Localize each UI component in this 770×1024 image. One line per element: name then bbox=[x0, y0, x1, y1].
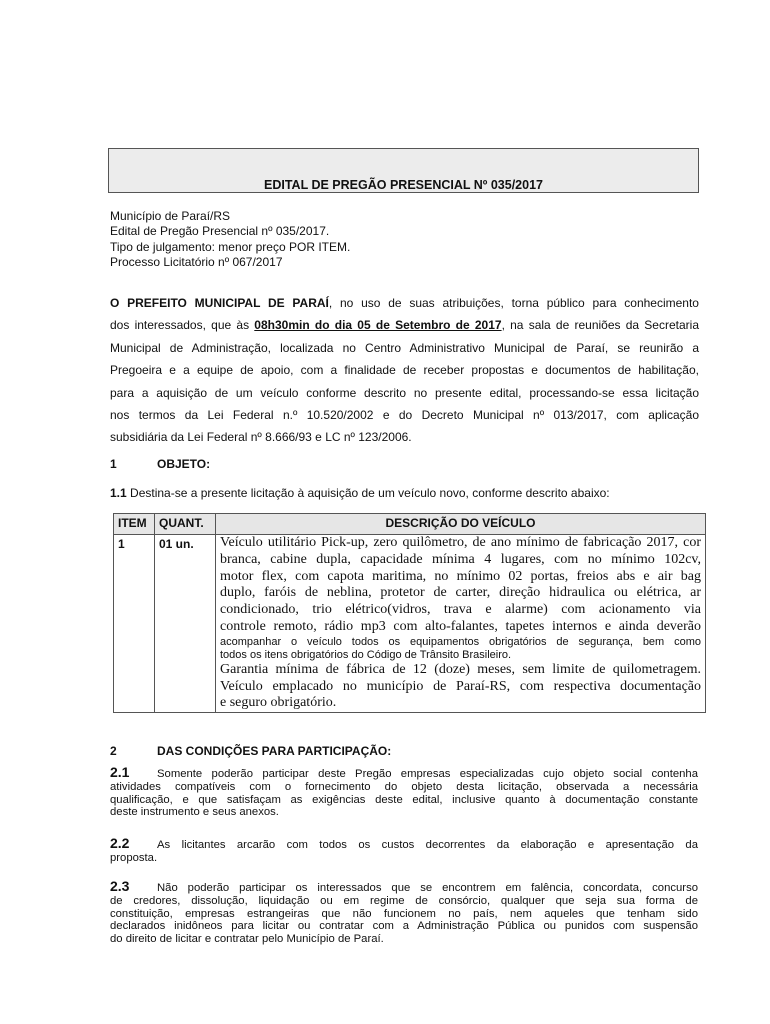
intro-prefeito: O PREFEITO MUNICIPAL DE PARAÍ bbox=[110, 296, 329, 310]
description-line: e seguro obrigatório. bbox=[220, 695, 337, 711]
header-lines bbox=[110, 209, 350, 270]
description-line: todos os itens obrigatórios do Código de Trânsito Brasileiro. bbox=[220, 648, 512, 661]
description-line: branca, cabine dupla, capacidade mínima 4 lugares, com no mínimo 102cv, bbox=[220, 551, 701, 567]
intro-line: Municipal de Administração, localizada no Centro Administrativo Municipal de Paraí, se reunirão a bbox=[110, 340, 699, 355]
clause-line: proposta. bbox=[110, 851, 158, 864]
section-number: 1 bbox=[110, 457, 117, 471]
section-title: OBJETO: bbox=[157, 457, 211, 471]
clause-1-1 bbox=[110, 486, 610, 500]
section-number: 2 bbox=[110, 744, 117, 758]
cell-item: 1 bbox=[114, 535, 155, 713]
description-line: duplo, faróis de neblina, protetor de carter, direção hidraulica ou elétrica, ar bbox=[220, 585, 701, 601]
description-line: Garantia mínima de fábrica de 12 (doze) meses, sem limite de quilometragem. bbox=[220, 661, 701, 677]
intro-line: Pregoeira e a equipe de apoio, com a finalidade de receber propostas e documentos de habilitação, bbox=[110, 363, 699, 378]
intro-date: 08h30min do dia 05 de Setembro de 2017 bbox=[254, 318, 502, 333]
cell-quant: 01 un. bbox=[155, 535, 216, 713]
clause-line: atividades compatíveis com o fornecimento do objeto desta licitação, observada a necessária bbox=[110, 780, 698, 793]
clause-text: Somente poderão participar deste Pregão empresas especializadas cujo objeto social contenha bbox=[157, 768, 698, 780]
document-title: EDITAL DE PREGÃO PRESENCIAL Nº 035/2017 bbox=[264, 178, 543, 192]
table-header-row bbox=[114, 514, 706, 535]
clause-number: 2.1 bbox=[110, 764, 130, 780]
clause-line bbox=[110, 880, 698, 895]
section-title: DAS CONDIÇÕES PARA PARTICIPAÇÃO: bbox=[157, 744, 392, 758]
cell-description bbox=[216, 535, 706, 713]
table-row bbox=[114, 535, 706, 713]
intro-line: subsidiária da Lei Federal nº 8.666/93 e LC nº 123/2006. bbox=[110, 430, 412, 445]
clause-text: As licitantes arcarão com todos os custos decorrentes da elaboração e apresentação da bbox=[157, 839, 698, 851]
clause-line: constituição, empresas estrangeiras que não funcionem no país, nem aqueles que tenham sido bbox=[110, 907, 698, 920]
description-line: acompanhar o veículo todos os equipamentos obrigatórios de segurança, bem como bbox=[220, 635, 701, 648]
clause-line: qualificação, e que satisfaçam as exigências deste edital, inclusive quanto à documentação constante bbox=[110, 793, 698, 806]
header-line: Edital de Pregão Presencial nº 035/2017. bbox=[110, 224, 330, 239]
clause-2-2 bbox=[110, 837, 698, 865]
clause-text: Destina-se a presente licitação à aquisição de um veículo novo, conforme descrito abaixo: bbox=[130, 486, 610, 500]
clause-line: deste instrumento e seus anexos. bbox=[110, 806, 279, 819]
intro-text: , no uso de suas atribuições, torna público para conhecimento bbox=[328, 296, 699, 310]
description-line: motor flex, com capota maritima, no mínimo 02 portas, freios abs e air bag bbox=[220, 568, 701, 584]
header-item: ITEM bbox=[114, 514, 155, 535]
header-quant: QUANT. bbox=[155, 514, 216, 535]
description-line: Veículo utilitário Pick-up, zero quilômetro, de ano mínimo de fabricação 2017, cor bbox=[220, 535, 701, 550]
clause-2-1 bbox=[110, 766, 698, 819]
clause-line: de credores, dissolução, liquidação ou em regime de consórcio, qualquer que seja sua forma de bbox=[110, 894, 698, 907]
intro-line: para a aquisição de um veículo conforme descrito no presente edital, processando-se essa licitação bbox=[110, 385, 699, 400]
clause-line bbox=[110, 837, 698, 852]
clause-text: Não poderão participar os interessados que se encontrem em falência, concordata, concurso bbox=[157, 882, 698, 894]
clause-line bbox=[110, 766, 698, 781]
clause-number: 2.3 bbox=[110, 878, 130, 894]
intro-line bbox=[110, 314, 699, 336]
clause-number: 1.1 bbox=[110, 486, 127, 500]
intro-text: dos interessados, que às bbox=[110, 318, 255, 333]
clause-number: 2.2 bbox=[110, 835, 130, 851]
title-box bbox=[108, 148, 699, 193]
intro-paragraph bbox=[110, 292, 699, 449]
clause-2-3 bbox=[110, 880, 698, 946]
intro-line: nos termos da Lei Federal n.º 10.520/2002 e do Decreto Municipal nº 013/2017, com aplicação bbox=[110, 408, 699, 423]
clause-line: declarados inidôneos para licitar ou contratar com a Administração Pública ou punidos com suspensão bbox=[110, 920, 698, 933]
intro-line bbox=[110, 292, 699, 314]
header-line: Município de Paraí/RS bbox=[110, 209, 231, 223]
description-line: Veículo emplacado no município de Paraí-RS, com respectiva documentação bbox=[220, 678, 701, 694]
clause-line: do direito de licitar e contratar pelo Município de Paraí. bbox=[110, 933, 384, 946]
description-line: controle remoto, rádio mp3 com alto-falantes, tapetes internos e ainda deverão bbox=[220, 618, 701, 634]
header-description: DESCRIÇÃO DO VEÍCULO bbox=[216, 514, 706, 535]
vehicle-table bbox=[113, 513, 706, 713]
header-line: Processo Licitatório nº 067/2017 bbox=[110, 254, 283, 269]
intro-text: , na sala de reuniões da Secretaria bbox=[501, 318, 699, 333]
description-line: condicionado, trio elétrico(vidros, trava e alarme) com acionamento via bbox=[220, 602, 701, 618]
header-line: Tipo de julgamento: menor preço POR ITEM. bbox=[110, 239, 351, 254]
